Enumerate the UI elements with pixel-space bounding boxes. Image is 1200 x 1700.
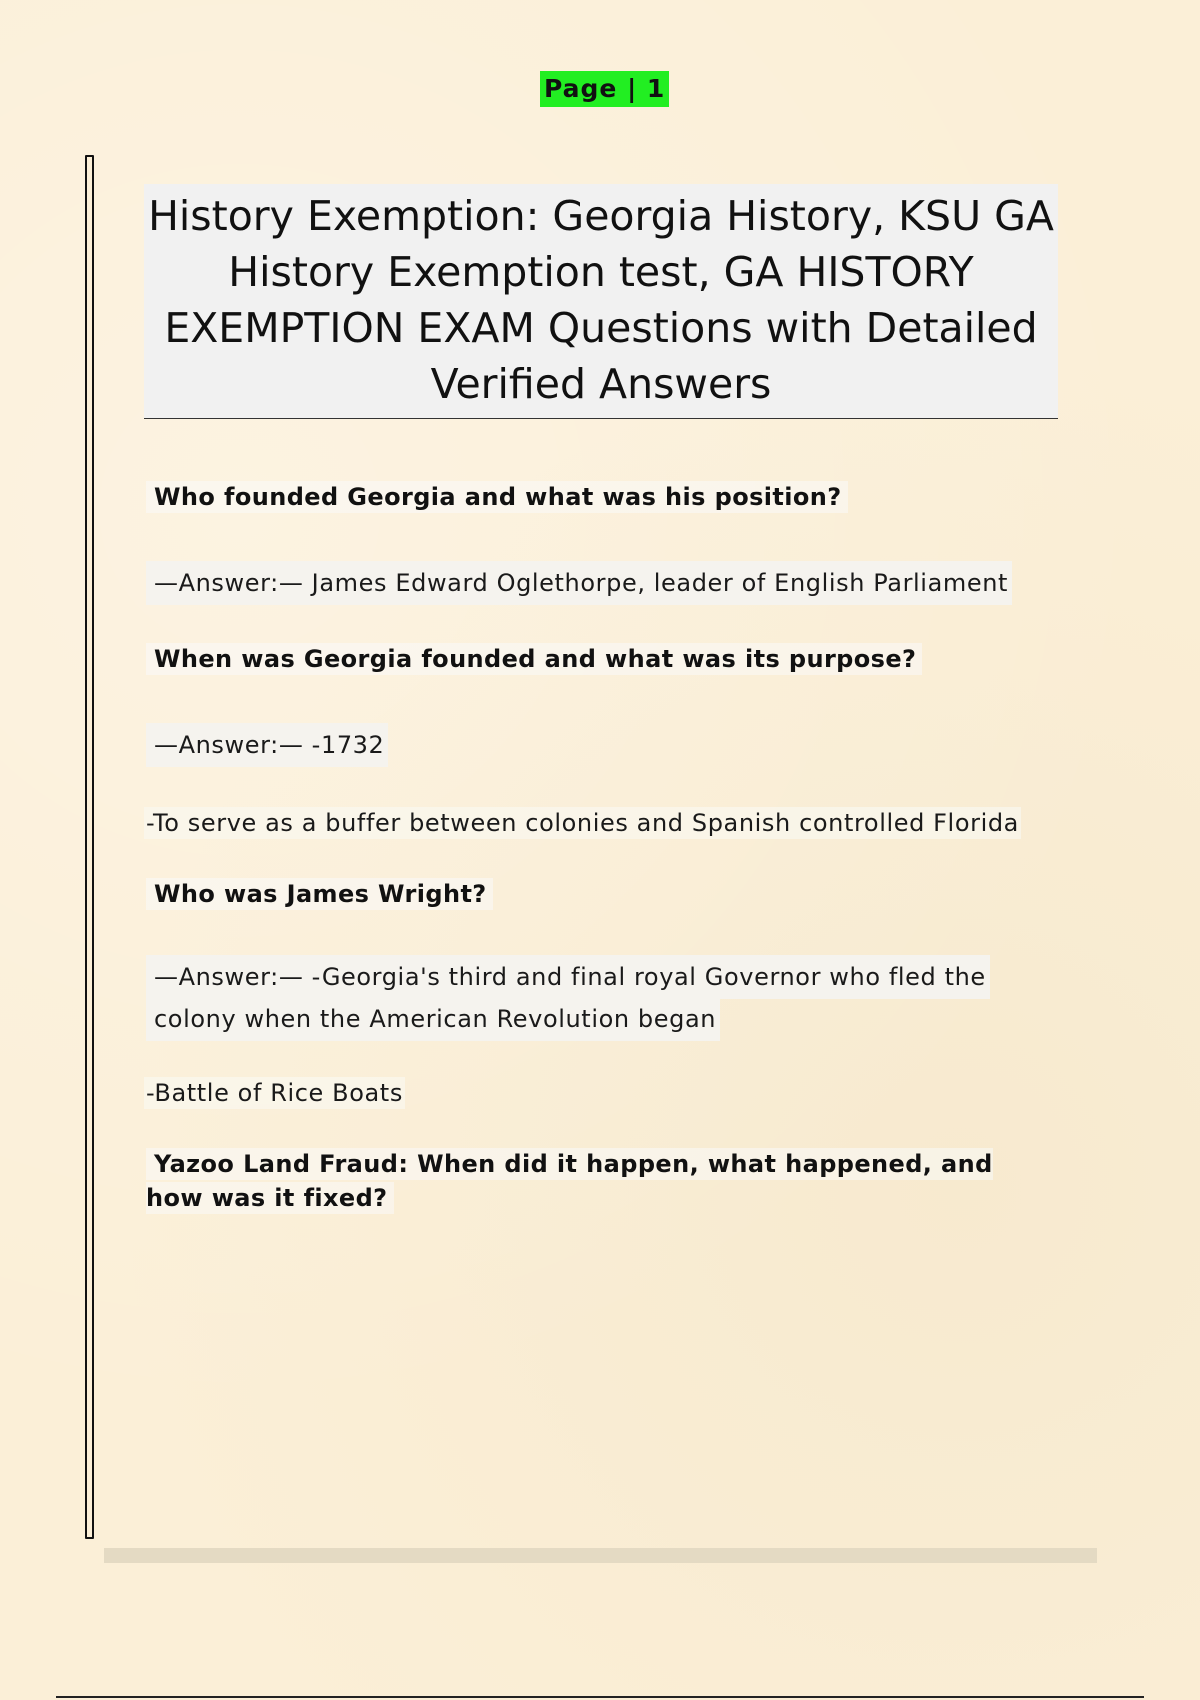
document-title: History Exemption: Georgia History, KSU GA History Exemption test, GA HISTORY EXEMPTION EXAM Questions with Detailed Verified Answers	[144, 184, 1058, 419]
question-3: Who was James Wright?	[146, 877, 493, 911]
answer-3-extra: -Battle of Rice Boats	[146, 1079, 403, 1107]
question-4: Yazoo Land Fraud: When did it happen, what happened, and how was it fixed?	[146, 1150, 993, 1212]
question-1: Who founded Georgia and what was his position?	[146, 480, 848, 514]
answer-2-extra: -To serve as a buffer between colonies and Spanish controlled Florida	[146, 809, 1019, 837]
footer-bar	[104, 1548, 1097, 1563]
answer-1: —Answer:— James Edward Oglethorpe, leader of English Parliament	[146, 562, 1012, 604]
page-number-badge: Page | 1	[540, 71, 669, 107]
answer-2: —Answer:— -1732	[146, 724, 388, 766]
left-border-rule	[85, 155, 94, 1539]
bottom-rule	[56, 1696, 1144, 1698]
question-2: When was Georgia founded and what was its purpose?	[146, 642, 922, 676]
answer-3: —Answer:— -Georgia's third and final royal Governor who fled the colony when the American Revolution began	[146, 956, 1046, 1040]
